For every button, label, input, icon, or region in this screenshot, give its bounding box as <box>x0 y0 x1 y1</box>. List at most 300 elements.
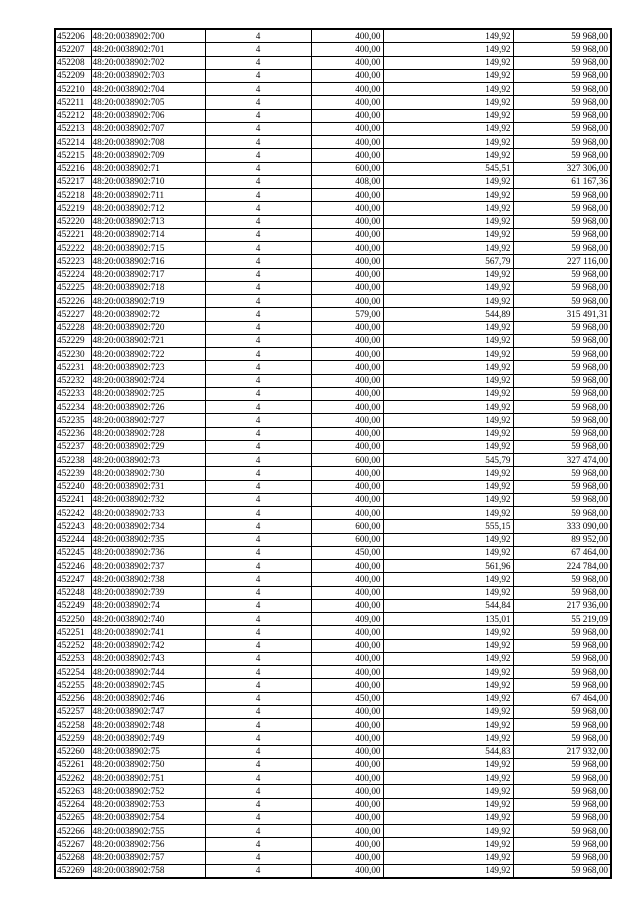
area-cell: 400,00 <box>311 811 383 824</box>
class-cell: 4 <box>205 719 311 732</box>
table-row <box>55 361 611 374</box>
rate-cell: 544,84 <box>383 599 513 612</box>
row-number-cell: 452238 <box>55 454 91 467</box>
area-cell: 400,00 <box>311 785 383 798</box>
table-row <box>55 454 611 467</box>
rate-cell: 149,92 <box>383 586 513 599</box>
class-cell: 4 <box>205 387 311 400</box>
area-cell: 400,00 <box>311 149 383 162</box>
class-cell: 4 <box>205 149 311 162</box>
area-cell: 400,00 <box>311 705 383 718</box>
cadastral-number-cell: 48:20:0038902:749 <box>91 732 205 745</box>
value-cell: 217 936,00 <box>513 599 611 612</box>
value-cell: 59 968,00 <box>513 348 611 361</box>
table-row <box>55 56 611 69</box>
class-cell: 4 <box>205 666 311 679</box>
rate-cell: 567,79 <box>383 255 513 268</box>
table-row <box>55 546 611 559</box>
class-cell: 4 <box>205 454 311 467</box>
cadastral-number-cell: 48:20:0038902:727 <box>91 414 205 427</box>
cadastral-number-cell: 48:20:0038902:750 <box>91 758 205 771</box>
table-row <box>55 639 611 652</box>
cadastral-number-cell: 48:20:0038902:720 <box>91 321 205 334</box>
cadastral-number-cell: 48:20:0038902:723 <box>91 361 205 374</box>
area-cell: 409,00 <box>311 613 383 626</box>
table-row <box>55 374 611 387</box>
rate-cell: 149,92 <box>383 533 513 546</box>
class-cell: 4 <box>205 334 311 347</box>
cadastral-number-cell: 48:20:0038902:731 <box>91 480 205 493</box>
value-cell: 59 968,00 <box>513 414 611 427</box>
table-row <box>55 692 611 705</box>
table-row <box>55 215 611 228</box>
table-body <box>55 29 611 878</box>
class-cell: 4 <box>205 414 311 427</box>
row-number-cell: 452254 <box>55 666 91 679</box>
area-cell: 400,00 <box>311 493 383 506</box>
value-cell: 59 968,00 <box>513 493 611 506</box>
row-number-cell: 452211 <box>55 96 91 109</box>
rate-cell: 149,92 <box>383 228 513 241</box>
table-row <box>55 507 611 520</box>
rate-cell: 149,92 <box>383 136 513 149</box>
rate-cell: 149,92 <box>383 652 513 665</box>
cadastral-number-cell: 48:20:0038902:744 <box>91 666 205 679</box>
row-number-cell: 452248 <box>55 586 91 599</box>
cadastral-number-cell: 48:20:0038902:739 <box>91 586 205 599</box>
cadastral-number-cell: 48:20:0038902:752 <box>91 785 205 798</box>
area-cell: 400,00 <box>311 136 383 149</box>
table-row <box>55 242 611 255</box>
rate-cell: 149,92 <box>383 361 513 374</box>
class-cell: 4 <box>205 83 311 96</box>
row-number-cell: 452212 <box>55 109 91 122</box>
row-number-cell: 452240 <box>55 480 91 493</box>
row-number-cell: 452229 <box>55 334 91 347</box>
rate-cell: 544,83 <box>383 745 513 758</box>
area-cell: 400,00 <box>311 573 383 586</box>
value-cell: 59 968,00 <box>513 758 611 771</box>
row-number-cell: 452250 <box>55 613 91 626</box>
cadastral-number-cell: 48:20:0038902:71 <box>91 162 205 175</box>
class-cell: 4 <box>205 639 311 652</box>
cadastral-number-cell: 48:20:0038902:706 <box>91 109 205 122</box>
value-cell: 55 219,09 <box>513 613 611 626</box>
value-cell: 327 306,00 <box>513 162 611 175</box>
area-cell: 400,00 <box>311 507 383 520</box>
row-number-cell: 452206 <box>55 29 91 43</box>
table-row <box>55 626 611 639</box>
area-cell: 400,00 <box>311 268 383 281</box>
area-cell: 400,00 <box>311 480 383 493</box>
class-cell: 4 <box>205 745 311 758</box>
table-row <box>55 652 611 665</box>
row-number-cell: 452232 <box>55 374 91 387</box>
class-cell: 4 <box>205 480 311 493</box>
cadastral-number-cell: 48:20:0038902:743 <box>91 652 205 665</box>
class-cell: 4 <box>205 228 311 241</box>
row-number-cell: 452228 <box>55 321 91 334</box>
cadastral-number-cell: 48:20:0038902:729 <box>91 440 205 453</box>
row-number-cell: 452256 <box>55 692 91 705</box>
rate-cell: 149,92 <box>383 692 513 705</box>
table-row <box>55 228 611 241</box>
value-cell: 59 968,00 <box>513 189 611 202</box>
cadastral-number-cell: 48:20:0038902:702 <box>91 56 205 69</box>
table-row <box>55 109 611 122</box>
rate-cell: 149,92 <box>383 639 513 652</box>
value-cell: 59 968,00 <box>513 639 611 652</box>
cadastral-number-cell: 48:20:0038902:736 <box>91 546 205 559</box>
class-cell: 4 <box>205 772 311 785</box>
row-number-cell: 452242 <box>55 507 91 520</box>
table-row <box>55 136 611 149</box>
row-number-cell: 452231 <box>55 361 91 374</box>
class-cell: 4 <box>205 96 311 109</box>
table-row <box>55 679 611 692</box>
value-cell: 59 968,00 <box>513 374 611 387</box>
row-number-cell: 452249 <box>55 599 91 612</box>
area-cell: 400,00 <box>311 56 383 69</box>
rate-cell: 555,15 <box>383 520 513 533</box>
row-number-cell: 452241 <box>55 493 91 506</box>
area-cell: 400,00 <box>311 228 383 241</box>
value-cell: 59 968,00 <box>513 440 611 453</box>
table-row <box>55 560 611 573</box>
area-cell: 400,00 <box>311 467 383 480</box>
row-number-cell: 452216 <box>55 162 91 175</box>
table-row <box>55 440 611 453</box>
rate-cell: 149,92 <box>383 705 513 718</box>
class-cell: 4 <box>205 679 311 692</box>
table-row <box>55 175 611 188</box>
row-number-cell: 452226 <box>55 295 91 308</box>
class-cell: 4 <box>205 202 311 215</box>
row-number-cell: 452261 <box>55 758 91 771</box>
class-cell: 4 <box>205 652 311 665</box>
area-cell: 400,00 <box>311 851 383 864</box>
cadastral-number-cell: 48:20:0038902:707 <box>91 122 205 135</box>
area-cell: 400,00 <box>311 414 383 427</box>
cadastral-number-cell: 48:20:0038902:758 <box>91 864 205 878</box>
row-number-cell: 452214 <box>55 136 91 149</box>
table-row <box>55 798 611 811</box>
table-row <box>55 427 611 440</box>
value-cell: 217 932,00 <box>513 745 611 758</box>
class-cell: 4 <box>205 136 311 149</box>
class-cell: 4 <box>205 864 311 878</box>
row-number-cell: 452264 <box>55 798 91 811</box>
rate-cell: 149,92 <box>383 719 513 732</box>
area-cell: 400,00 <box>311 281 383 294</box>
row-number-cell: 452246 <box>55 560 91 573</box>
rate-cell: 149,92 <box>383 440 513 453</box>
area-cell: 600,00 <box>311 162 383 175</box>
class-cell: 4 <box>205 29 311 43</box>
row-number-cell: 452220 <box>55 215 91 228</box>
rate-cell: 149,92 <box>383 69 513 82</box>
value-cell: 59 968,00 <box>513 586 611 599</box>
row-number-cell: 452208 <box>55 56 91 69</box>
class-cell: 4 <box>205 798 311 811</box>
value-cell: 59 968,00 <box>513 136 611 149</box>
value-cell: 59 968,00 <box>513 666 611 679</box>
area-cell: 400,00 <box>311 825 383 838</box>
area-cell: 450,00 <box>311 692 383 705</box>
value-cell: 59 968,00 <box>513 811 611 824</box>
class-cell: 4 <box>205 242 311 255</box>
cadastral-value-table <box>54 28 612 879</box>
rate-cell: 149,92 <box>383 321 513 334</box>
row-number-cell: 452243 <box>55 520 91 533</box>
cadastral-number-cell: 48:20:0038902:724 <box>91 374 205 387</box>
value-cell: 59 968,00 <box>513 268 611 281</box>
rate-cell: 149,92 <box>383 122 513 135</box>
rate-cell: 149,92 <box>383 864 513 878</box>
cadastral-number-cell: 48:20:0038902:734 <box>91 520 205 533</box>
cadastral-number-cell: 48:20:0038902:711 <box>91 189 205 202</box>
class-cell: 4 <box>205 825 311 838</box>
table-row <box>55 401 611 414</box>
cadastral-number-cell: 48:20:0038902:703 <box>91 69 205 82</box>
row-number-cell: 452253 <box>55 652 91 665</box>
rate-cell: 149,92 <box>383 825 513 838</box>
table-row <box>55 69 611 82</box>
area-cell: 600,00 <box>311 520 383 533</box>
class-cell: 4 <box>205 401 311 414</box>
area-cell: 400,00 <box>311 401 383 414</box>
area-cell: 400,00 <box>311 189 383 202</box>
class-cell: 4 <box>205 467 311 480</box>
rate-cell: 149,92 <box>383 242 513 255</box>
row-number-cell: 452219 <box>55 202 91 215</box>
area-cell: 400,00 <box>311 69 383 82</box>
table-row <box>55 43 611 56</box>
value-cell: 59 968,00 <box>513 573 611 586</box>
class-cell: 4 <box>205 308 311 321</box>
row-number-cell: 452218 <box>55 189 91 202</box>
row-number-cell: 452260 <box>55 745 91 758</box>
area-cell: 400,00 <box>311 652 383 665</box>
class-cell: 4 <box>205 175 311 188</box>
cadastral-number-cell: 48:20:0038902:705 <box>91 96 205 109</box>
class-cell: 4 <box>205 811 311 824</box>
row-number-cell: 452217 <box>55 175 91 188</box>
rate-cell: 149,92 <box>383 175 513 188</box>
table-row <box>55 480 611 493</box>
area-cell: 600,00 <box>311 454 383 467</box>
row-number-cell: 452251 <box>55 626 91 639</box>
value-cell: 59 968,00 <box>513 798 611 811</box>
class-cell: 4 <box>205 281 311 294</box>
table-row <box>55 851 611 864</box>
rate-cell: 545,51 <box>383 162 513 175</box>
cadastral-number-cell: 48:20:0038902:72 <box>91 308 205 321</box>
value-cell: 59 968,00 <box>513 334 611 347</box>
row-number-cell: 452266 <box>55 825 91 838</box>
cadastral-number-cell: 48:20:0038902:737 <box>91 560 205 573</box>
class-cell: 4 <box>205 255 311 268</box>
class-cell: 4 <box>205 69 311 82</box>
cadastral-number-cell: 48:20:0038902:700 <box>91 29 205 43</box>
value-cell: 59 968,00 <box>513 785 611 798</box>
area-cell: 400,00 <box>311 838 383 851</box>
row-number-cell: 452258 <box>55 719 91 732</box>
row-number-cell: 452263 <box>55 785 91 798</box>
table-row <box>55 719 611 732</box>
table-row <box>55 864 611 878</box>
cadastral-number-cell: 48:20:0038902:75 <box>91 745 205 758</box>
row-number-cell: 452245 <box>55 546 91 559</box>
table-row <box>55 533 611 546</box>
value-cell: 59 968,00 <box>513 149 611 162</box>
cadastral-number-cell: 48:20:0038902:726 <box>91 401 205 414</box>
class-cell: 4 <box>205 427 311 440</box>
cadastral-number-cell: 48:20:0038902:713 <box>91 215 205 228</box>
area-cell: 400,00 <box>311 43 383 56</box>
rate-cell: 149,92 <box>383 401 513 414</box>
class-cell: 4 <box>205 507 311 520</box>
class-cell: 4 <box>205 374 311 387</box>
cadastral-number-cell: 48:20:0038902:751 <box>91 772 205 785</box>
class-cell: 4 <box>205 573 311 586</box>
area-cell: 400,00 <box>311 666 383 679</box>
row-number-cell: 452215 <box>55 149 91 162</box>
rate-cell: 149,92 <box>383 109 513 122</box>
class-cell: 4 <box>205 43 311 56</box>
table-row <box>55 811 611 824</box>
rate-cell: 149,92 <box>383 785 513 798</box>
area-cell: 400,00 <box>311 864 383 878</box>
rate-cell: 149,92 <box>383 467 513 480</box>
rate-cell: 149,92 <box>383 202 513 215</box>
value-cell: 59 968,00 <box>513 228 611 241</box>
cadastral-number-cell: 48:20:0038902:732 <box>91 493 205 506</box>
rate-cell: 149,92 <box>383 281 513 294</box>
value-cell: 59 968,00 <box>513 705 611 718</box>
value-cell: 59 968,00 <box>513 122 611 135</box>
area-cell: 400,00 <box>311 29 383 43</box>
area-cell: 400,00 <box>311 626 383 639</box>
value-cell: 61 167,36 <box>513 175 611 188</box>
value-cell: 59 968,00 <box>513 864 611 878</box>
class-cell: 4 <box>205 215 311 228</box>
cadastral-number-cell: 48:20:0038902:725 <box>91 387 205 400</box>
class-cell: 4 <box>205 705 311 718</box>
class-cell: 4 <box>205 626 311 639</box>
row-number-cell: 452259 <box>55 732 91 745</box>
value-cell: 59 968,00 <box>513 109 611 122</box>
value-cell: 59 968,00 <box>513 626 611 639</box>
value-cell: 333 090,00 <box>513 520 611 533</box>
rate-cell: 149,92 <box>383 546 513 559</box>
value-cell: 59 968,00 <box>513 281 611 294</box>
row-number-cell: 452225 <box>55 281 91 294</box>
value-cell: 59 968,00 <box>513 838 611 851</box>
row-number-cell: 452265 <box>55 811 91 824</box>
cadastral-number-cell: 48:20:0038902:757 <box>91 851 205 864</box>
rate-cell: 149,92 <box>383 83 513 96</box>
cadastral-number-cell: 48:20:0038902:722 <box>91 348 205 361</box>
value-cell: 59 968,00 <box>513 772 611 785</box>
cadastral-number-cell: 48:20:0038902:733 <box>91 507 205 520</box>
cadastral-number-cell: 48:20:0038902:741 <box>91 626 205 639</box>
area-cell: 400,00 <box>311 109 383 122</box>
table-row <box>55 321 611 334</box>
cadastral-number-cell: 48:20:0038902:716 <box>91 255 205 268</box>
cadastral-number-cell: 48:20:0038902:738 <box>91 573 205 586</box>
area-cell: 400,00 <box>311 83 383 96</box>
area-cell: 600,00 <box>311 533 383 546</box>
class-cell: 4 <box>205 692 311 705</box>
cadastral-number-cell: 48:20:0038902:701 <box>91 43 205 56</box>
rate-cell: 149,92 <box>383 666 513 679</box>
rate-cell: 149,92 <box>383 387 513 400</box>
rate-cell: 149,92 <box>383 56 513 69</box>
area-cell: 400,00 <box>311 215 383 228</box>
rate-cell: 149,92 <box>383 798 513 811</box>
area-cell: 400,00 <box>311 679 383 692</box>
value-cell: 59 968,00 <box>513 202 611 215</box>
table-row <box>55 308 611 321</box>
cadastral-number-cell: 48:20:0038902:746 <box>91 692 205 705</box>
cadastral-number-cell: 48:20:0038902:745 <box>91 679 205 692</box>
rate-cell: 149,92 <box>383 851 513 864</box>
row-number-cell: 452257 <box>55 705 91 718</box>
area-cell: 400,00 <box>311 295 383 308</box>
value-cell: 67 464,00 <box>513 546 611 559</box>
class-cell: 4 <box>205 520 311 533</box>
area-cell: 408,00 <box>311 175 383 188</box>
area-cell: 400,00 <box>311 242 383 255</box>
rate-cell: 149,92 <box>383 414 513 427</box>
rate-cell: 149,92 <box>383 507 513 520</box>
value-cell: 59 968,00 <box>513 242 611 255</box>
rate-cell: 149,92 <box>383 493 513 506</box>
rate-cell: 149,92 <box>383 732 513 745</box>
class-cell: 4 <box>205 560 311 573</box>
table-row <box>55 295 611 308</box>
table-row <box>55 573 611 586</box>
row-number-cell: 452222 <box>55 242 91 255</box>
area-cell: 400,00 <box>311 440 383 453</box>
cadastral-number-cell: 48:20:0038902:73 <box>91 454 205 467</box>
cadastral-number-cell: 48:20:0038902:748 <box>91 719 205 732</box>
class-cell: 4 <box>205 785 311 798</box>
class-cell: 4 <box>205 440 311 453</box>
area-cell: 400,00 <box>311 745 383 758</box>
table-row <box>55 268 611 281</box>
cadastral-number-cell: 48:20:0038902:747 <box>91 705 205 718</box>
table-row <box>55 758 611 771</box>
area-cell: 400,00 <box>311 599 383 612</box>
row-number-cell: 452235 <box>55 414 91 427</box>
cadastral-number-cell: 48:20:0038902:712 <box>91 202 205 215</box>
row-number-cell: 452247 <box>55 573 91 586</box>
class-cell: 4 <box>205 838 311 851</box>
class-cell: 4 <box>205 56 311 69</box>
rate-cell: 149,92 <box>383 573 513 586</box>
value-cell: 59 968,00 <box>513 83 611 96</box>
cadastral-number-cell: 48:20:0038902:754 <box>91 811 205 824</box>
row-number-cell: 452234 <box>55 401 91 414</box>
rate-cell: 149,92 <box>383 268 513 281</box>
row-number-cell: 452230 <box>55 348 91 361</box>
class-cell: 4 <box>205 122 311 135</box>
value-cell: 59 968,00 <box>513 215 611 228</box>
cadastral-number-cell: 48:20:0038902:740 <box>91 613 205 626</box>
cadastral-number-cell: 48:20:0038902:719 <box>91 295 205 308</box>
